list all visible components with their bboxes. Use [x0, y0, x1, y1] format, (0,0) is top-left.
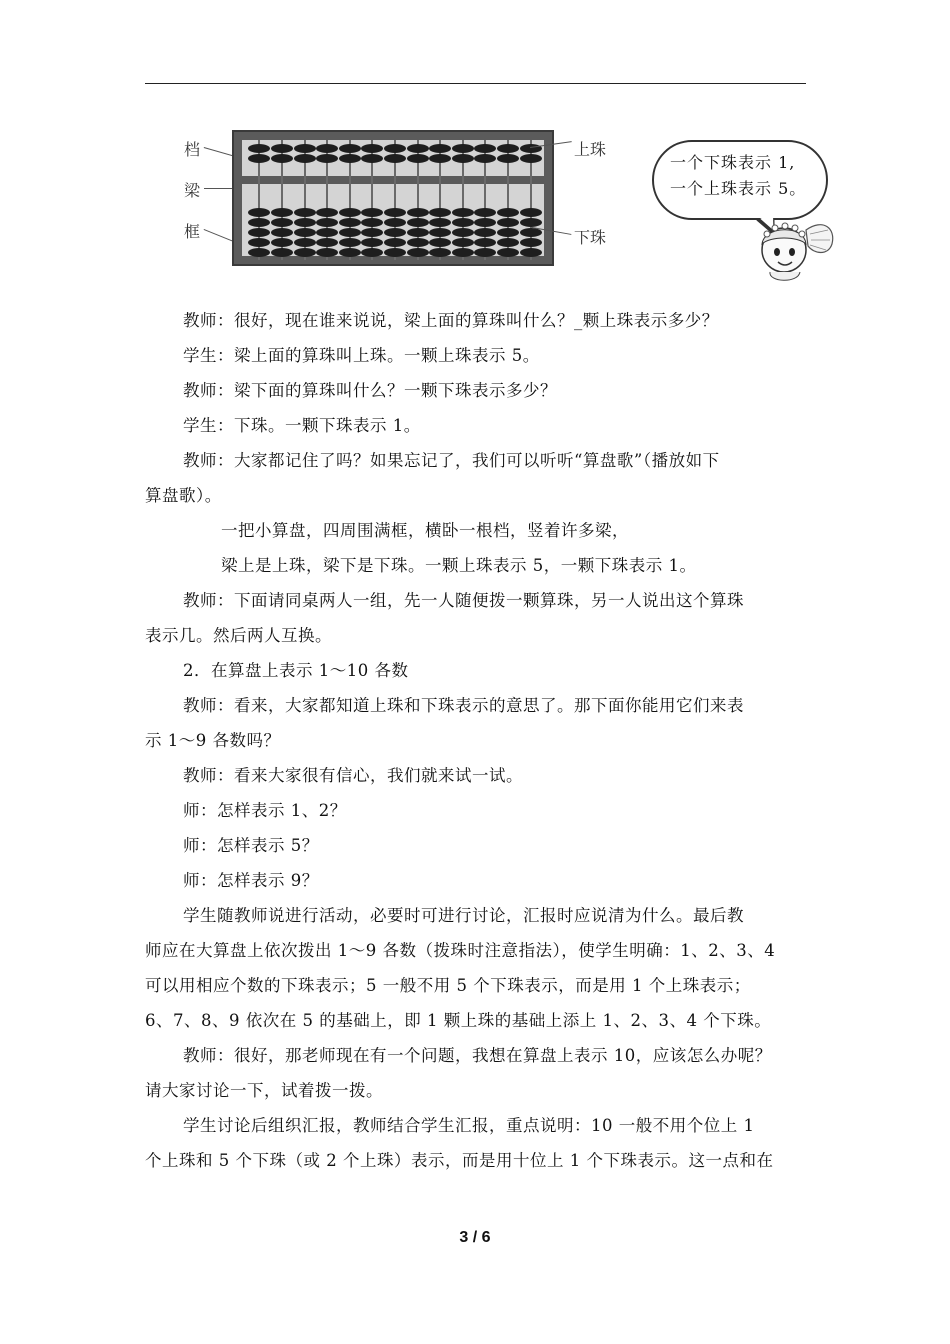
lower-bead: [452, 228, 474, 237]
upper-bead: [339, 154, 361, 163]
lower-bead: [316, 238, 338, 247]
label-dang: 档: [184, 140, 201, 159]
lower-bead: [407, 218, 429, 227]
lower-bead: [497, 218, 519, 227]
text-line-9: 教师：下面请同桌两人一组，先一人随便拨一颗算珠，另一人说出这个算珠: [183, 591, 744, 610]
lower-bead: [520, 228, 542, 237]
text-line-20: 可以用相应个数的下珠表示；5 一般不用 5 个下珠表示，而是用 1 个上珠表示；: [145, 976, 751, 995]
text-line-5: 教师：大家都记住了吗？如果忘记了，我们可以听听“算盘歌”（播放如下: [183, 451, 720, 470]
text-line-3: 教师：梁下面的算珠叫什么？一颗下珠表示多少？: [183, 381, 557, 400]
lower-bead: [248, 248, 270, 257]
text-line-13: 示 1～9 各数吗？: [145, 731, 281, 750]
lower-bead: [248, 238, 270, 247]
text-line-24: 学生讨论后组织汇报，教师结合学生汇报，重点说明：10 一般不用个位上 1: [183, 1116, 755, 1135]
lower-bead: [407, 208, 429, 217]
lower-bead: [452, 208, 474, 217]
speech-line-1: 一个下珠表示 1,: [670, 153, 796, 172]
text-line-23: 请大家讨论一下，试着拨一拨。: [145, 1081, 383, 1100]
upper-bead: [316, 154, 338, 163]
text-line-1: 教师：很好，现在谁来说说，梁上面的算珠叫什么？_颗上珠表示多少？: [183, 311, 719, 330]
lower-bead: [452, 248, 474, 257]
upper-bead: [520, 154, 542, 163]
speech-line-2: 一个上珠表示 5。: [670, 179, 807, 198]
lower-bead: [339, 208, 361, 217]
lower-bead: [316, 248, 338, 257]
lower-bead: [248, 218, 270, 227]
header-rule: [145, 83, 806, 84]
lower-bead: [384, 208, 406, 217]
lower-bead: [429, 228, 451, 237]
speech-bubble: [652, 140, 828, 220]
lower-bead: [474, 208, 496, 217]
lower-bead: [271, 228, 293, 237]
text-line-18: 学生随教师说进行活动，必要时可进行讨论，汇报时应说清为什么。最后教: [183, 906, 744, 925]
lower-bead: [497, 238, 519, 247]
lower-bead: [452, 218, 474, 227]
lower-bead: [452, 238, 474, 247]
text-line-14: 教师：看来大家很有信心，我们就来试一试。: [183, 766, 523, 785]
lower-bead: [294, 218, 316, 227]
lower-bead: [474, 238, 496, 247]
lower-bead: [429, 218, 451, 227]
page-number: 3 / 6: [459, 1229, 491, 1246]
text-line-21: 6、7、8、9 依次在 5 的基础上，即 1 颗上珠的基础上添上 1、2、3、4 个下珠。: [145, 1011, 772, 1030]
text-line-12: 教师：看来，大家都知道上珠和下珠表示的意思了。那下面你能用它们来表: [183, 696, 744, 715]
lower-bead: [361, 228, 383, 237]
lower-bead: [474, 218, 496, 227]
text-line-16: 师：怎样表示 5？: [183, 836, 319, 855]
lower-bead: [316, 208, 338, 217]
lower-bead: [497, 208, 519, 217]
upper-bead: [294, 154, 316, 163]
upper-bead: [294, 144, 316, 153]
lower-bead: [384, 218, 406, 227]
upper-bead: [407, 144, 429, 153]
upper-bead: [316, 144, 338, 153]
lower-bead: [429, 238, 451, 247]
upper-bead: [429, 154, 451, 163]
abacus: [232, 130, 554, 266]
lower-bead: [361, 248, 383, 257]
upper-bead: [452, 154, 474, 163]
upper-bead: [407, 154, 429, 163]
lower-bead: [294, 238, 316, 247]
text-line-4: 学生：下珠。一颗下珠表示 1。: [183, 416, 421, 435]
text-line-22: 教师：很好，那老师现在有一个问题，我想在算盘上表示 10，应该怎么办呢？: [183, 1046, 772, 1065]
lower-bead: [520, 248, 542, 257]
poem-line-2: 梁上是上珠，梁下是下珠。一颗上珠表示 5，一颗下珠表示 1。: [221, 556, 697, 575]
lower-bead: [407, 238, 429, 247]
abacus-figure: [180, 125, 840, 295]
lower-bead: [361, 218, 383, 227]
upper-bead: [271, 144, 293, 153]
lower-bead: [248, 208, 270, 217]
upper-bead: [271, 154, 293, 163]
cartoon-angel-icon: [748, 210, 838, 292]
lower-bead: [474, 248, 496, 257]
section-heading: 2．在算盘上表示 1～10 各数: [183, 661, 409, 680]
text-line-2: 学生：梁上面的算珠叫上珠。一颗上珠表示 5。: [183, 346, 540, 365]
lower-bead: [339, 218, 361, 227]
lower-bead: [294, 228, 316, 237]
text-line-17: 师：怎样表示 9？: [183, 871, 319, 890]
label-shang-zhu: 上珠: [574, 140, 607, 159]
lower-bead: [316, 228, 338, 237]
lower-bead: [384, 238, 406, 247]
text-line-15: 师：怎样表示 1、2？: [183, 801, 347, 820]
lower-bead: [520, 238, 542, 247]
upper-bead: [429, 144, 451, 153]
upper-bead: [452, 144, 474, 153]
lower-bead: [520, 218, 542, 227]
upper-bead: [248, 154, 270, 163]
lower-bead: [429, 208, 451, 217]
lower-bead: [407, 228, 429, 237]
lower-bead: [271, 218, 293, 227]
upper-bead: [474, 154, 496, 163]
upper-bead: [384, 144, 406, 153]
lower-bead: [271, 238, 293, 247]
text-line-25: 个上珠和 5 个下珠（或 2 个上珠）表示，而是用十位上 1 个下珠表示。这一点和在: [145, 1151, 774, 1170]
lower-bead: [316, 218, 338, 227]
label-xia-zhu: 下珠: [574, 228, 607, 247]
upper-bead: [248, 144, 270, 153]
lower-bead: [497, 228, 519, 237]
lower-bead: [474, 228, 496, 237]
lower-bead: [429, 248, 451, 257]
text-line-6: 算盘歌）。: [145, 486, 222, 505]
lower-bead: [497, 248, 519, 257]
upper-bead: [361, 154, 383, 163]
lower-bead: [384, 228, 406, 237]
upper-bead: [339, 144, 361, 153]
upper-bead: [474, 144, 496, 153]
upper-bead: [497, 154, 519, 163]
text-line-10: 表示几。然后两人互换。: [145, 626, 332, 645]
lower-bead: [361, 238, 383, 247]
label-liang: 梁: [184, 181, 201, 200]
lower-bead: [294, 208, 316, 217]
upper-bead: [384, 154, 406, 163]
upper-bead: [361, 144, 383, 153]
lower-bead: [339, 248, 361, 257]
lower-bead: [271, 248, 293, 257]
lower-bead: [384, 248, 406, 257]
abacus-beam: [242, 176, 544, 184]
lower-bead: [361, 208, 383, 217]
lower-bead: [407, 248, 429, 257]
abacus-frame-inner: [242, 140, 544, 256]
text-line-19: 师应在大算盘上依次拨出 1～9 各数（拨珠时注意指法），使学生明确：1、2、3、4: [145, 941, 776, 960]
poem-line-1: 一把小算盘，四周围满框，横卧一根档，竖着许多梁，: [221, 521, 629, 540]
lower-bead: [339, 238, 361, 247]
lower-bead: [294, 248, 316, 257]
lower-bead: [248, 228, 270, 237]
lower-bead: [339, 228, 361, 237]
upper-bead: [497, 144, 519, 153]
lower-bead: [271, 208, 293, 217]
lower-bead: [520, 208, 542, 217]
label-kuang: 框: [184, 222, 201, 241]
